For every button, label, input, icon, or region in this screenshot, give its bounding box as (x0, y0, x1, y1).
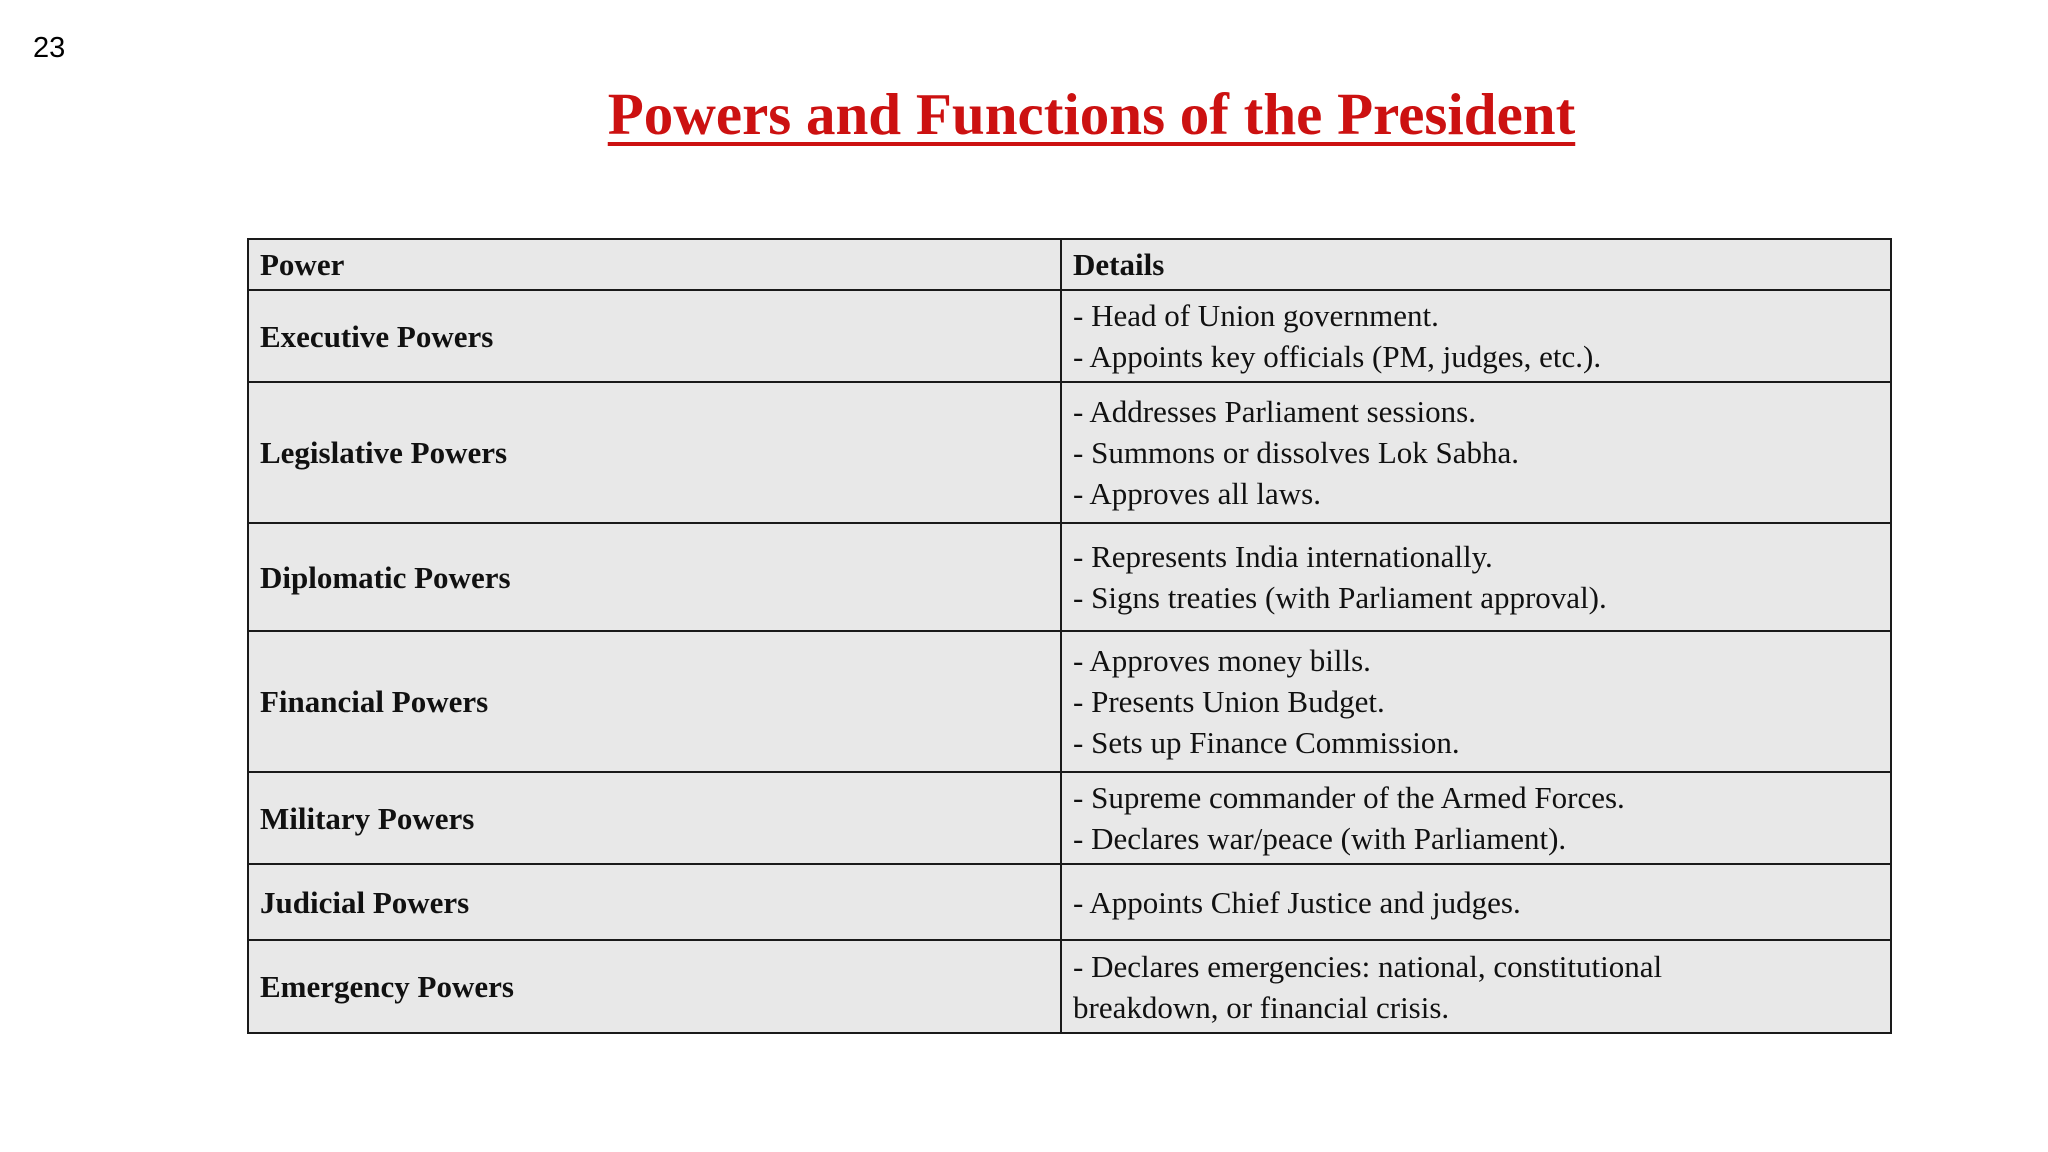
power-cell: Military Powers (248, 772, 1061, 864)
power-cell: Diplomatic Powers (248, 523, 1061, 631)
detail-line: - Approves all laws. (1073, 476, 1321, 511)
page-number: 23 (33, 32, 66, 64)
power-cell: Legislative Powers (248, 382, 1061, 523)
table-row (248, 772, 1891, 864)
detail-line: - Appoints Chief Justice and judges. (1073, 884, 1521, 920)
detail-line: - Addresses Parliament sessions. (1073, 394, 1476, 429)
table-row (248, 864, 1891, 940)
detail-line: - Approves money bills. (1073, 643, 1371, 678)
details-cell (1061, 290, 1891, 382)
details-cell (1061, 382, 1891, 523)
detail-line: - Declares emergencies: national, constitutional (1073, 948, 1663, 984)
detail-line: - Sets up Finance Commission. (1073, 725, 1460, 760)
details-cell (1061, 940, 1891, 1033)
table-row (248, 631, 1891, 772)
detail-line: - Summons or dissolves Lok Sabha. (1073, 435, 1520, 470)
details-cell (1061, 864, 1891, 940)
detail-line: - Declares war/peace (with Parliament). (1073, 821, 1567, 856)
detail-line: - Represents India internationally. (1073, 539, 1493, 574)
detail-line: - Presents Union Budget. (1073, 684, 1385, 719)
power-cell: Financial Powers (248, 631, 1061, 772)
detail-line: - Signs treaties (with Parliament approval). (1073, 580, 1607, 615)
table-row (248, 290, 1891, 382)
table-header-row (248, 239, 1891, 290)
table-row (248, 940, 1891, 1033)
power-cell: Emergency Powers (248, 940, 1061, 1033)
detail-line: - Head of Union government. (1073, 298, 1439, 333)
header-power: Power (248, 239, 1061, 290)
powers-table (247, 238, 1892, 1034)
table-row (248, 382, 1891, 523)
detail-line: - Supreme commander of the Armed Forces. (1073, 780, 1625, 815)
details-cell (1061, 523, 1891, 631)
details-cell (1061, 772, 1891, 864)
table-row (248, 523, 1891, 631)
power-cell: Judicial Powers (248, 864, 1061, 940)
detail-line: - Appoints key officials (PM, judges, etc.). (1073, 339, 1602, 374)
details-cell (1061, 631, 1891, 772)
header-details: Details (1061, 239, 1891, 290)
detail-line: breakdown, or financial crisis. (1073, 989, 1450, 1025)
power-cell: Executive Powers (248, 290, 1061, 382)
page-title: Powers and Functions of the President (607, 81, 1576, 147)
table-body (248, 290, 1891, 1033)
